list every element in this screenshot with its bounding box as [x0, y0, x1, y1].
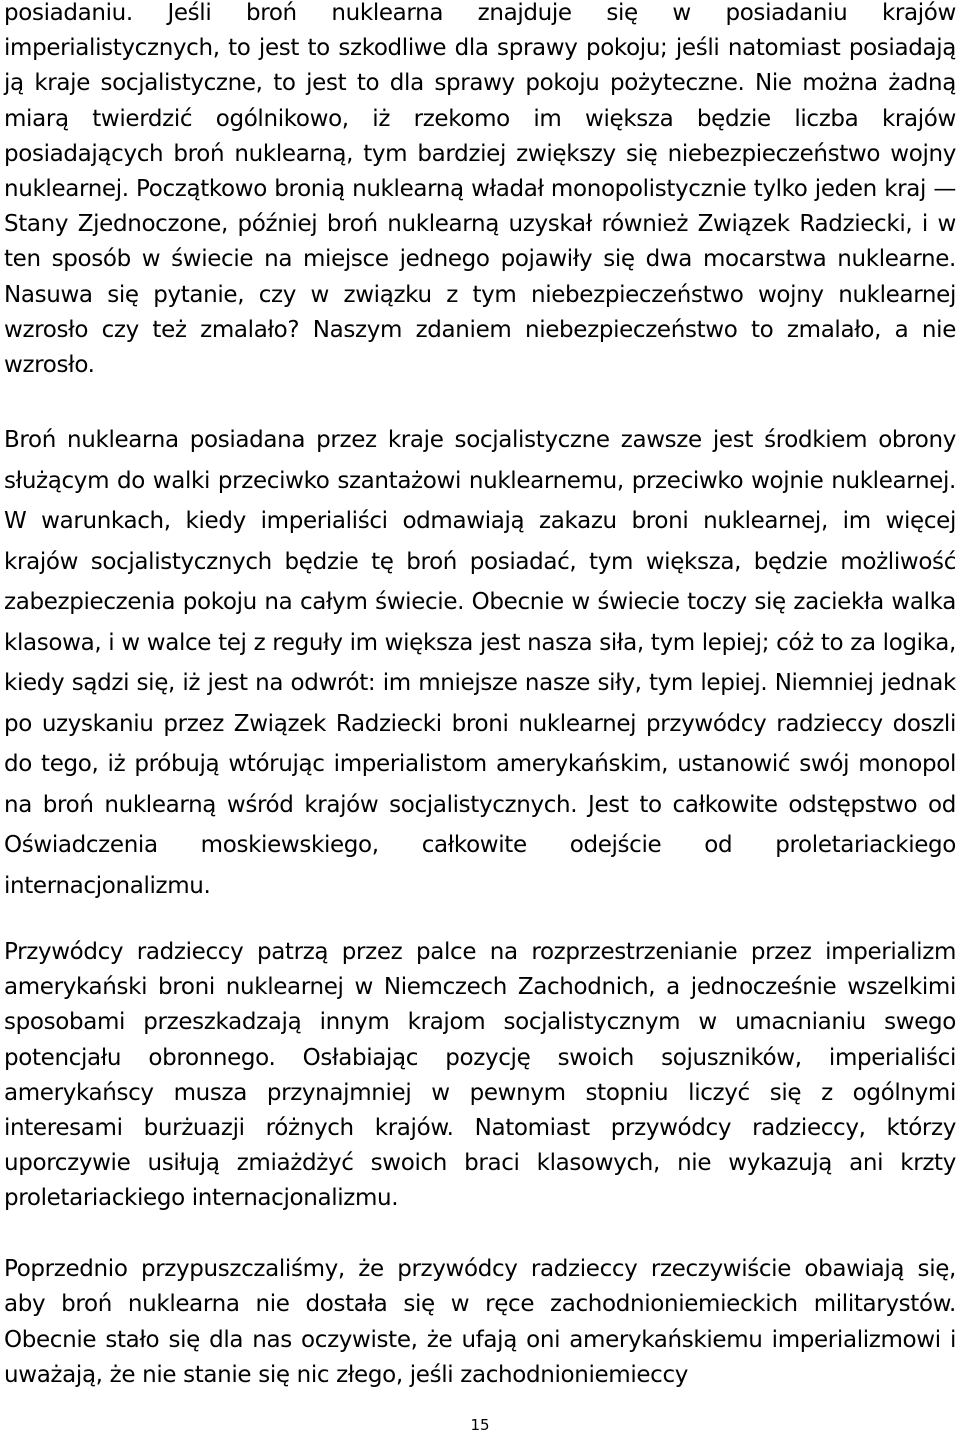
- paragraph-1: posiadaniu. Jeśli broń nuklearna znajduje się w posiadaniu krajów imperialistycznych, to jest to szkodliwe dla sprawy pokoju; jeśli natomiast posiadają ją kraje socjalistyczne, to jest to dla sprawy pokoju pożyteczne. Nie można żadną miarą twierdzić ogólnikowo, iż rzekomo im większa będzie liczba krajów posiadających broń nuklearną, tym bardziej zwiększy się niebezpieczeństwo wojny nuklearnej. Początkowo bronią nuklearną władał monopolistycznie tylko jeden kraj — Stany Zjednoczone, później broń nuklearną uzyskał również Związek Radziecki, i w ten sposób w świecie na miejsce jednego pojawiły się dwa mocarstwa nuklearne. Nasuwa się pytanie, czy w związku z tym niebezpieczeństwo wojny nuklearnej wzrosło czy też zmalało? Naszym zdaniem niebezpieczeństwo to zmalało, a nie wzrosło.: [4, 0, 956, 379]
- page-number: 15: [470, 1416, 490, 1434]
- paragraph-4: Poprzednio przypuszczaliśmy, że przywódcy radzieccy rzeczywiście obawiają się, aby broń nuklearna nie dostała się w ręce zachodnioniemieckich militarystów. Obecnie stało się dla nas oczywiste, że ufają oni amerykańskiemu imperializmowi i uważają, że nie stanie się nic złego, jeśli zachodnioniemieccy: [4, 1256, 956, 1389]
- paragraph-2: Broń nuklearna posiadana przez kraje socjalistyczne zawsze jest środkiem obrony służącym do walki przeciwko szantażowi nuklearnemu, przeciwko wojnie nuklearnej. W warunkach, kiedy imperialiści odmawiają zakazu broni nuklearnej, im więcej krajów socjalistycznych będzie tę broń posiadać, tym większa, będzie możliwość zabezpieczenia pokoju na całym świecie. Obecnie w świecie toczy się zaciekła walka klasowa, i w walce tej z reguły im większa jest nasza siła, tym lepiej; cóż to za logika, kiedy sądzi się, iż jest na odwrót: im mniejsze nasze siły, tym lepiej. Niemniej jednak po uzyskaniu przez Związek Radziecki broni nuklearnej przywódcy radzieccy doszli do tego, iż próbują wtórując imperialistom amerykańskim, ustanowić swój monopol na broń nuklearną wśród krajów socjalistycznych. Jest to całkowite odstępstwo od Oświadczenia moskiewskiego, całkowite odejście od proletariackiego internacjonalizmu.: [4, 427, 956, 899]
- paragraph-3: Przywódcy radzieccy patrzą przez palce na rozprzestrzenianie przez imperializm amerykański broni nuklearnej w Niemczech Zachodnich, a jednocześnie wszelkimi sposobami przeszkadzają innym krajom socjalistycznym w umacnianiu swego potencjału obronnego. Osłabiając pozycję swoich sojuszników, imperialiści amerykańscy musza przynajmniej w pewnym stopniu liczyć się z ogólnymi interesami burżuazji różnych krajów. Natomiast przywódcy radzieccy, którzy uporczywie usiłują zmiażdżyć swoich braci klasowych, nie wykazują ani krzty proletariackiego internacjonalizmu.: [4, 939, 956, 1212]
